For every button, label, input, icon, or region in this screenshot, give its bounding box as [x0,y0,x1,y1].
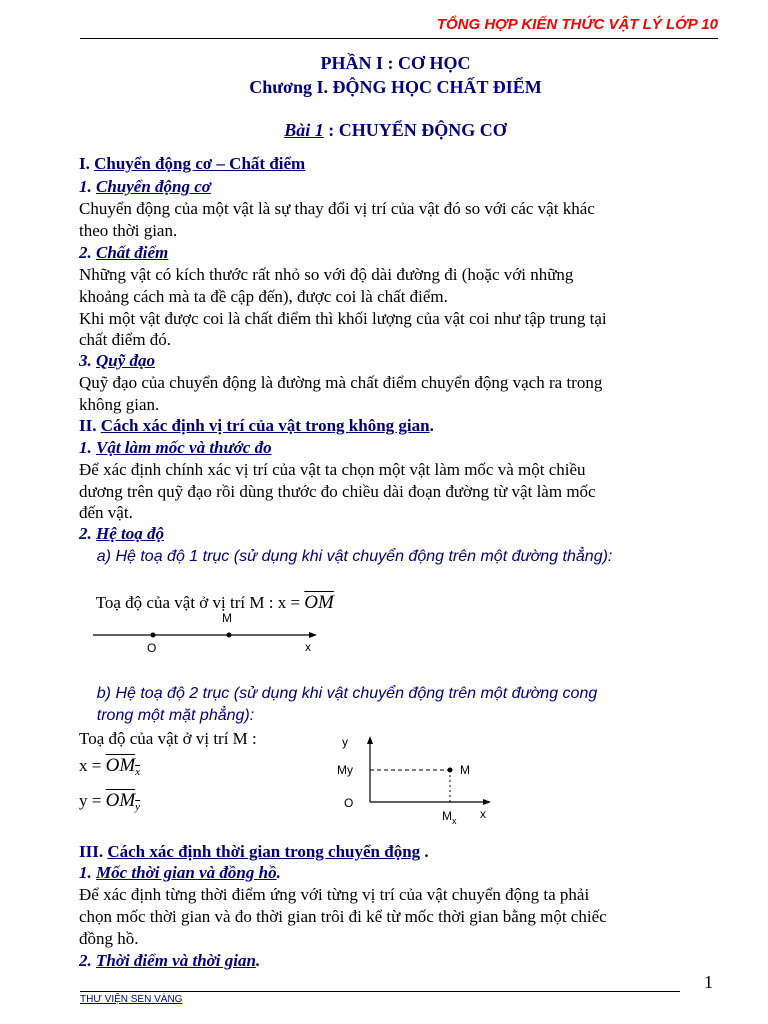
heading-num: 1. [79,863,96,882]
vector-om: $\overline{OM}$ [304,592,334,613]
vector-omy: $OM_y$ [105,790,141,813]
paragraph-line: khoảng cách mà ta đề cập đến), được coi là chất điểm. [79,287,448,306]
point-m [448,768,453,773]
heading-moc-thoi-gian [79,862,719,884]
paragraph-line: Quỹ đạo của chuyển động là đường mà chất điểm chuyển động vạch ra trong [79,373,603,392]
heading-chuyen-dong-co [79,176,719,198]
heading-num: 1. [79,438,96,457]
diagram-2-axes [330,730,505,830]
paragraph-line: không gian. [79,395,160,414]
section-1-title: Chuyển động cơ – Chất điểm [94,154,306,173]
heading-he-toa-do [79,523,719,545]
paragraph-line: Những vật có kích thước rất nhỏ so với độ dài đường đi (hoặc với những [79,265,574,284]
section-3-prefix: III. [79,842,108,861]
heading-num: 2. [79,951,96,970]
heading-text: Vật làm mốc và thước đo [96,438,272,457]
heading-text: Thời điểm và thời gian [96,951,256,970]
heading-num: 1. [79,177,96,196]
coord-1-axis-desc: a) Hệ toạ độ 1 trục (sử dụng khi vật chuyển động trên một đường thẳng): [79,548,613,565]
coord-2-axis-desc-2: trong một mặt phẳng): [79,707,255,724]
lesson-name: : CHUYỂN ĐỘNG CƠ [323,120,507,140]
lesson-title [78,120,713,141]
paragraph-line: Để xác định chính xác vị trí của vật ta chọn một vật làm mốc và một chiều [79,460,586,479]
label-m: M [460,763,470,777]
section-2-suffix: . [429,416,434,435]
heading-text: Chất điểm [96,243,169,262]
heading-num: 2. [79,524,96,543]
x-axis-arrow [309,632,317,638]
label-o: O [344,796,354,810]
coord-2-axis-desc-1: b) Hệ toạ độ 2 trục (sử dụng khi vật chuyển động trên một đường cong [79,685,598,702]
heading-thoi-diem [79,950,719,972]
diagram-1-axis [85,605,330,655]
chapter-title: Chương I. ĐỘNG HỌC CHẤT ĐIỂM [249,77,542,97]
label-o: O [147,641,157,655]
heading-text: Chuyển động cơ [96,177,211,196]
heading-vat-lam-moc [79,437,719,459]
label-y: y [342,735,348,749]
heading-suffix: . [255,951,261,970]
paragraph-line: chất điểm đó. [79,330,172,349]
footer-rule [80,991,680,992]
heading-text: Hệ toạ độ [96,524,164,543]
section-3-title: Cách xác định thời gian trong chuyển động [107,842,421,861]
part-title: PHẦN I : CƠ HỌC [320,53,471,73]
heading-text: Quỹ đạo [96,351,156,370]
section-2-prefix: II. [79,416,101,435]
heading-chat-diem [79,242,719,264]
paragraph-line: đến vật. [79,503,133,522]
paragraph-line: dương trên quỹ đạo rồi dùng thước đo chiều dài đoạn đường từ vật làm mốc [79,482,596,501]
paragraph-line: Chuyển động của một vật là sự thay đổi vị trí của vật đó so với các vật khác [79,199,595,218]
heading-text: Mốc thời gian và đồng hồ [96,863,277,882]
header-title: TỔNG HỢP KIẾN THỨC VẬT LÝ LỚP 10 [436,16,718,33]
section-3-heading [79,841,719,863]
heading-num: 3. [79,351,96,370]
paragraph-line: Khi một vật được coi là chất điểm thì khối lượng của vật coi như tập trung tại [79,309,607,328]
heading-suffix: . [276,863,281,882]
section-1-prefix: I. [79,154,95,173]
formula-y-lhs: y = [79,791,106,810]
paragraph-line: Để xác định từng thời điểm ứng với từng vị trí của vật chuyển động ta phải [79,885,590,904]
point-m [227,633,232,638]
heading-quy-dao [79,350,719,372]
page-number: 1 [704,972,713,992]
formula-x-lhs: x = [79,756,106,775]
paragraph-line: chọn mốc thời gian và đo thời gian trôi đi kể từ mốc thời gian bằng một chiếc [79,907,607,926]
section-2-heading [79,415,719,437]
y-axis-arrow [367,736,373,744]
vector-omx: $OM_x$ [105,755,141,778]
point-o [151,633,156,638]
section-2-title: Cách xác định vị trí của vật trong không gian [100,416,430,435]
label-mx: $M_x$ [442,809,457,826]
heading-num: 2. [79,243,96,262]
label-my: My [337,763,353,777]
footer-source[interactable]: THƯ VIỆN SEN VÀNG [80,994,183,1005]
paragraph-line: theo thời gian. [79,221,178,240]
section-1-heading [79,153,719,175]
lesson-label: Bài 1 [284,120,324,140]
label-x: x [305,640,311,654]
label-x: x [480,807,486,821]
paragraph-line: đồng hồ. [79,929,139,948]
header-rule [80,38,718,39]
section-3-suffix: . [420,842,429,861]
formula-text: Toạ độ của vật ở vị trí M : x = [87,593,305,612]
x-axis-arrow [483,799,491,805]
label-m: M [222,611,232,625]
coord-2-axis-text: Toạ độ của vật ở vị trí M : [79,729,257,748]
